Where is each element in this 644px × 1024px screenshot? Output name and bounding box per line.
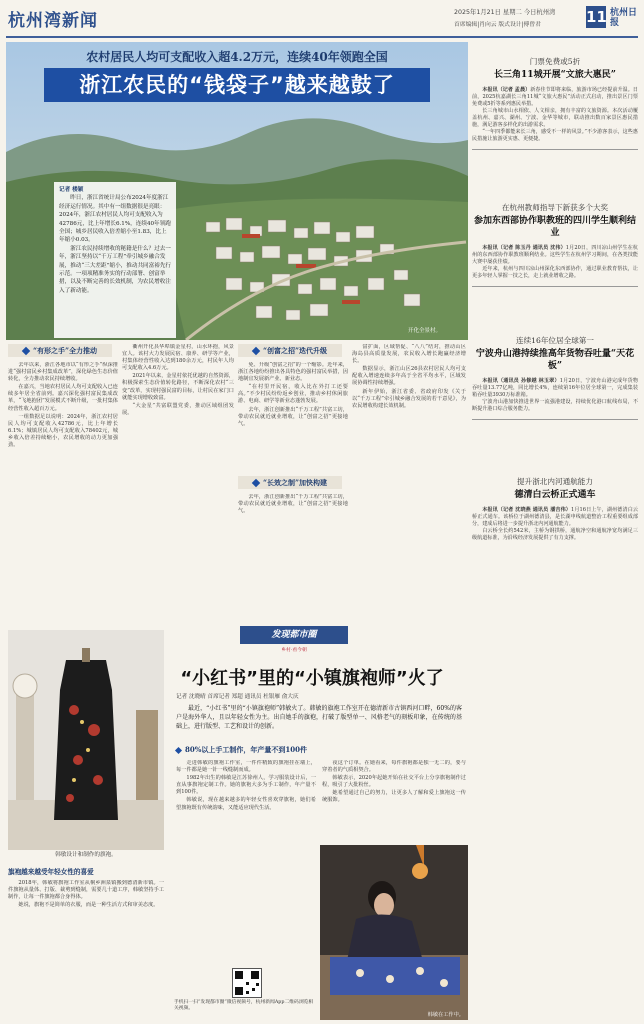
feature-headline: “小红书”里的“小镇旗袍师”火了: [180, 668, 444, 689]
paragraph: 去年，浙江创新推出“千万工程”共富工坊，带动农民就近就业增收，让“创富之招”更接地气。: [238, 494, 348, 515]
paragraph: 韩敏说，现在越来越多的年轻女性喜欢穿旗袍，她们希望旗袍既有传统韵味，又能适应现代生活。: [176, 797, 316, 811]
paragraph: 2018年，韩敏将旗袍工作室从桐乡洲泉镇搬到德清新市镇。一件旗袍从量体、打版、裁剪到缝制，需要几十道工序，韩敏坚持手工制作，让每一件旗袍都合身得体。: [8, 880, 164, 901]
paragraph: 去年以来，浙江各地市以“有形之手”纵深推进“强村富民乡村集成改革”，深化绿色生态价值转化，全力推动农民持续增收。: [8, 362, 118, 383]
paragraph: 免、升级“创富之招”的一个缩影。近年来，浙江各地纷纷推出各具特色的强村富民举措，因地制宜发展新产业、新业态。: [238, 362, 348, 383]
hero-subtitle: 农村居民人均可支配收入超4.2万元，连续40年领跑全国: [86, 50, 388, 64]
right-rail: [472, 42, 638, 1018]
paragraph: 新年伊始，浙江省委、省政府印发《关于以“千万工程”牵引城乡融合发展的若干意见》，为农民增收构建长效机制。: [352, 388, 466, 409]
paragraph: 韩敏表示，2020年起她开始在社交平台上分享旗袍制作过程，吸引了大批粉丝。: [322, 775, 466, 789]
rail-a2-kicker: 在杭州教师指导下新获多个大奖: [501, 203, 609, 212]
paragraph: 衢州开化县华埠镇金星村，山水环抱，风景宜人。该村大力发展民宿、康养、研学等产业，村集体经营性收入达到180余万元，村民年人均可支配收入4.6万元。: [122, 344, 234, 372]
feature-section-banner: 发现都市圈: [240, 626, 348, 644]
subhead-2: “创富之招”迭代升级: [238, 344, 342, 357]
rail-a2-headline: 参加东西部协作职教班的四川学生顺利结业: [473, 216, 636, 238]
tailor-illustration: [320, 845, 468, 1020]
paragraph: 1月20日，四川凉山州学生在杭州的东西部协作职教班顺利结业。这些学生在杭州学习期间，在各类技能大赛中屡获佳绩。: [472, 245, 638, 265]
feature-column-left: [8, 880, 164, 1020]
paragraph: 2021年以来，金星村依托优越的自然资源，积极探索生态价值转化路径，不断深化农村“三变”改革，实现村强民富的目标，让村民在家门口就能实现增收致富。: [122, 373, 234, 401]
editors-line: 首席编辑|肖向云 版式设计|傅曾君: [454, 22, 541, 28]
rail-a4-byline: 本报讯（记者 沈晓燕 通讯员 潘吉伟）: [482, 507, 571, 513]
feature-section-tag: 乡村·看今朝: [281, 648, 307, 653]
paragraph: 数据显示，浙江山区26县农村居民人均可支配收入增速连续多年高于全省平均水平，区域发展协调性持续增强。: [352, 366, 466, 387]
rail-divider: [472, 149, 638, 150]
rail-a2-body: [472, 245, 638, 280]
rail-a4-headline: 德清白云桥正式通车: [514, 490, 596, 500]
paragraph: 在嘉兴，当地农村居民人均可支配收入已连续多年居全省前列。嘉兴深化强村富民集成改革，“飞地抱团”发展模式不断升级，一批村集体经营性收入超百万元。: [8, 384, 118, 412]
qr-caption: 手机扫一扫“发现都市圈”微信视频号，杭州新闻App二维码浏览相关视频。: [174, 1000, 314, 1011]
paragraph: 走进韩敏的旗袍工作室，一件件精致的旗袍挂在墙上，每一件都是她一针一线缝制而成。: [176, 760, 316, 774]
subhead-3: “长效之制”加快构建: [238, 476, 342, 489]
hero-intro-paragraph-2: 浙江农民持续增收的秘籍是什么？过去一年，浙江坚持以“千万工程”牵引城乡融合发展，推动“三大差距”缩小，推动共同富裕先行示范。一项项精准务实的行动部署、创富举措，以及不断完善的长效机制，为农民增收注入了新动能。: [59, 245, 172, 294]
article-column-1: [8, 362, 118, 618]
qipao-photo-caption: 韩敏设计和制作的旗袍。: [8, 850, 164, 860]
hero-section: [6, 42, 468, 340]
feature-subhead-2: 旗袍越来越受年轻女性的喜爱: [8, 868, 94, 876]
issue-date: 2025年1月21日 星期二 今日杭州湾: [454, 9, 556, 16]
subhead-1: “有形之手”全力推动: [8, 344, 112, 357]
paragraph: 白云桥全长约542米，主桥为钢拱桥，通航净空和通航净宽均满足三级航道标准，为沿线经济发展提供了有力支撑。: [472, 528, 638, 541]
paragraph: 夜这个订单。在她看来，每件旗袍都是独一无二的，要与穿着者的气质相契合。: [322, 760, 466, 774]
rail-a3-kicker: 连续16年位居全球第一: [515, 336, 594, 345]
article-column-4: [352, 344, 466, 618]
rail-a4-body: [472, 507, 638, 542]
qr-code-icon: [233, 969, 261, 997]
section-title: 杭州湾新闻: [8, 11, 98, 31]
tailor-photo: [320, 845, 468, 1020]
feature-column-middle: [176, 760, 316, 964]
rail-a3-headline: 宁波舟山港持续推高年货物吞吐量“天花板”: [475, 349, 635, 371]
feature-lead: [176, 704, 462, 731]
qipao-photo: [8, 630, 164, 860]
paragraph: 近年来，杭州与四川凉山州深化东西部协作，通过职业教育帮扶，让更多年轻人掌握一技之长，走上就业增收之路。: [472, 266, 638, 279]
rail-a1-headline: 长三角11城开展“文旅大惠民”: [494, 70, 616, 80]
paragraph: 她希望通过自己的努力，让更多人了解和爱上旗袍这一传统服饰。: [322, 790, 466, 804]
rail-a2-byline: 本报讯（记者 陈玉丹 通讯员 沈伟）: [482, 245, 566, 251]
hero-byline: 记者 楼颖: [59, 187, 84, 193]
hero-photo-caption: 开化全景村。: [408, 328, 442, 334]
paragraph: “一年四季都能来长三角，感受不一样的风景。”不少游客表示，这些惠民措施让旅游更实惠、更便捷。: [472, 129, 638, 142]
masthead: [6, 4, 638, 38]
paragraph: 1月16日上午，湖州德清白云桥正式通车。该桥位于湖州德清县，是长湖申线航道整治工程重要组成部分，建成后将进一步提升浙北内河通航能力。: [472, 507, 638, 527]
rail-a3-byline: 本报讯（通讯员 孙修越 林玉翠）: [482, 378, 560, 384]
rail-a3-body: [472, 378, 638, 413]
feature-byline: 记者 沈晓晴 首席记者 郑超 通讯员 杜银雁 俞大庆: [176, 694, 299, 700]
newspaper-logo: 杭州日报: [610, 8, 638, 28]
paragraph: 长三角城市山水相依、人文相亲，拥有丰富的文旅资源。本次活动覆盖杭州、嘉兴、湖州、宁波、金华等城市，联动推出数百家景区惠民措施，满足游客多样化的出游需求。: [472, 108, 638, 128]
article-column-3b: [238, 494, 348, 618]
rail-a1-byline: 本报讯（记者 孟晨）: [482, 87, 531, 93]
rail-divider: [472, 286, 638, 287]
paragraph: 富扩面，区域帮促、“八八”结对，推动山区海岛县高质量发展，农民收入增长跑赢经济增长。: [352, 344, 466, 365]
qr-code[interactable]: [232, 968, 262, 998]
article-column-2: [122, 344, 234, 618]
tailor-photo-caption: 韩敏在工作中。: [427, 1012, 464, 1018]
feature-subhead-1: 80%以上手工制作，年产量不到100件: [176, 744, 462, 756]
rail-a1-kicker: 门票免费或5折: [529, 57, 581, 66]
paragraph: 1月20日，宁波舟山港完成年货物吞吐量13.77亿吨，同比增长4%，连续第16年位居全球第一，完成集装箱吞吐量3930万标准箱。: [472, 378, 638, 398]
feature-lead-text: 最近，“小红书”里的“小镇旗袍师”韩敏火了。韩敏的旗袍工作室开在德清新市古镇西河口畔，60%的客户是海外华人，且以年轻女性为主。出自她手的旗袍，打破了版型单一、风格老气的刻板印象，在传统的基础上，进行版型、工艺和设计的创新。: [176, 705, 462, 730]
hero-intro-box: [54, 182, 176, 338]
page-number: 11: [586, 8, 607, 26]
article-column-3: [238, 362, 348, 472]
paragraph: 去年，浙江创新推出“千万工程”共富工坊，带动农民就近就业增收，让“创富之招”更接地气。: [238, 406, 348, 427]
hero-headline: 浙江农民的“钱袋子”越来越鼓了: [44, 68, 430, 102]
paragraph: 她说，旗袍不是简单的衣服，而是一种生活方式和审美态度。: [18, 902, 159, 909]
paragraph: 宁波舟山港加快推进世界一流强港建设，持续优化港口航线布局，不断提升港口综合服务能力。: [472, 399, 638, 412]
paragraph: 1982年出生的韩敏是江苏徐州人，学习服装设计后，一直从事旗袍定制工作。她的旗袍大多为手工制作，年产量不到100件。: [176, 775, 316, 796]
feature-column-right: [322, 760, 466, 842]
rail-a4-kicker: 提升浙北内河通航能力: [517, 477, 593, 486]
rail-divider: [472, 419, 638, 420]
rail-a1-body: [472, 87, 638, 143]
paragraph: 新春佳节即将来临，旅游市场已经提前升温。日前，2025杭嘉湖长三角11城“文旅大惠民”活动正式启动，推出景区门票免费或5折等系列惠民举措。: [472, 87, 638, 107]
qipao-illustration: [8, 630, 164, 850]
hero-intro-paragraph-1: 昨日，浙江省统计局公布2024年度浙江经济运行情况。其中有一组数据很是亮眼：2024年，浙江农村居民人均可支配收入为42786元，比上年增长6.1%，连续40年领跑全国；城乡居民收入倍差缩小至1.83，比上年缩小0.03。: [59, 195, 171, 244]
paragraph: 一组数据足以说明：2024年，浙江农村居民人均可支配收入42786元，比上年增长6.1%；城镇居民人均可支配收入78402元，城乡收入倍差持续缩小，农民增收的动力更加强劲。: [8, 413, 118, 449]
paragraph: “大金星”共富联盟党委，推动区域组团发展。: [122, 402, 234, 416]
paragraph: “在村里开民宿，收入比在外打工还要高。”不少村民纷纷返乡创业，推动乡村休闲旅游、电商、研学等新业态蓬勃发展。: [238, 384, 348, 405]
